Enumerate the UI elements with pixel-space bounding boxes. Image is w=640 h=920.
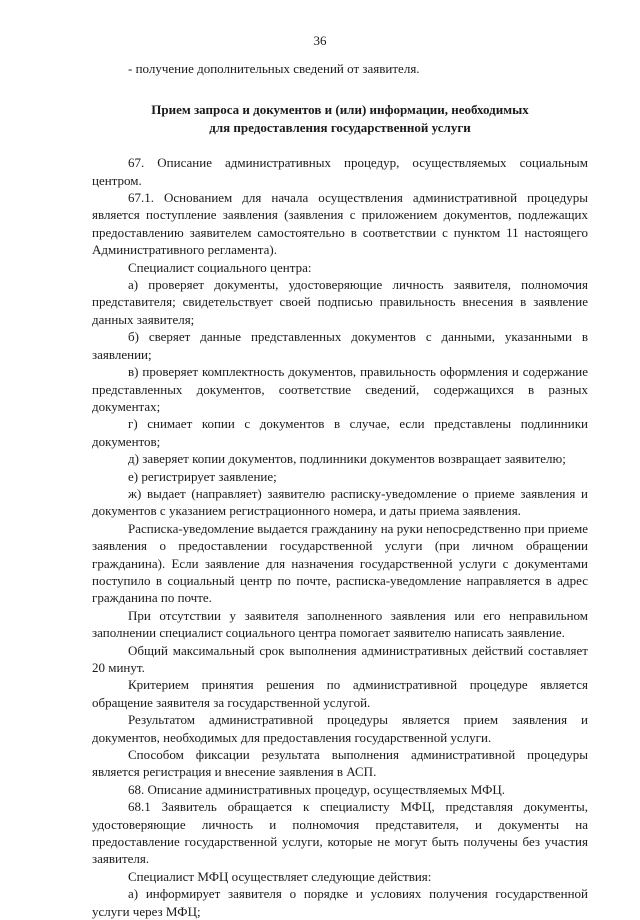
paragraph-item-v: в) проверяет комплектность документов, правильность оформления и содержание представленных документов, соответствие сведений, содержащихся в разных документах; [92, 364, 588, 414]
paragraph-no-application: При отсутствии у заявителя заполненного заявления или его неправильном заполнении специалист социального центра помогает заявителю написать заявление. [92, 607, 588, 641]
paragraph-fixation: Способом фиксации результата выполнения административной процедуры является регистрация и внесение заявления в АСП. [92, 747, 588, 780]
paragraph-specialist: Специалист социального центра: [128, 259, 312, 275]
paragraph-67: 67. Описание административных процедур, осуществляемых социальным центром. [92, 155, 588, 188]
paragraph-item-a: а) проверяет документы, удостоверяющие личность заявителя, полномочия представителя; свидетельствует своей подписью правильность внесения в заявление данных заявителя; [92, 277, 588, 327]
paragraph-result: Результатом административной процедуры является прием заявления и документов, необходимых для предоставления государственной услуги. [92, 712, 588, 745]
paragraph-criterion: Критерием принятия решения по административной процедуре является обращение заявителя за государственной услугой. [92, 677, 588, 710]
paragraph-item-b: б) сверяет данные представленных документов с данными, указанными в заявлении; [92, 329, 588, 362]
paragraph-68-1: 68.1 Заявитель обращается к специалисту МФЦ, представляя документы, удостоверяющие личность и полномочия представителя, и документы на предоставление государственной услуги, которые не могут быть получены без участия заявителя. [92, 799, 588, 867]
document-body [92, 60, 588, 920]
paragraph-item-g: г) снимает копии с документов в случае, если представлены подлинники документов; [92, 416, 588, 449]
intro-line: - получение дополнительных сведений от заявителя. [128, 61, 420, 76]
paragraph-67-1: 67.1. Основанием для начала осуществления административной процедуры является поступление заявления (заявления с приложением документов, подлежащих предоставлению заявителем самостоятельно в соответствии с пунктом 11 настоящего Административного регламента). [92, 190, 588, 258]
paragraph-item-zh: ж) выдает (направляет) заявителю расписку-уведомление о приеме заявления и документов с указанием регистрационного номера, и даты приема заявления. [92, 485, 588, 519]
paragraph-mfc-item-a: а) информирует заявителя о порядке и условиях получения государственной услуги через МФЦ; [92, 886, 588, 919]
page-number: 36 [313, 33, 327, 48]
paragraph-receipt: Расписка-уведомление выдается гражданину на руки непосредственно при приеме заявления о предоставлении государственной услуги (при личном обращении гражданина). Если заявление для назначения государственной услуги с документами поступило в социальный центр по почте, расписка-уведомление направляется в адрес гражданина по почте. [92, 520, 588, 606]
paragraph-item-e: е) регистрирует заявление; [128, 468, 277, 484]
paragraph-mfc-specialist: Специалист МФЦ осуществляет следующие действия: [128, 868, 432, 884]
paragraph-68: 68. Описание административных процедур, осуществляемых МФЦ. [128, 781, 505, 797]
section-heading-line-1: Прием запроса и документов и (или) информации, необходимых [151, 102, 529, 118]
paragraph-item-d: д) заверяет копии документов, подлинники документов возвращает заявителю; [128, 451, 566, 467]
section-heading-line-2: для предоставления государственной услуги [209, 119, 471, 135]
section-heading [92, 101, 588, 136]
paragraph-max-time: Общий максимальный срок выполнения административных действий составляет 20 минут. [92, 642, 588, 675]
